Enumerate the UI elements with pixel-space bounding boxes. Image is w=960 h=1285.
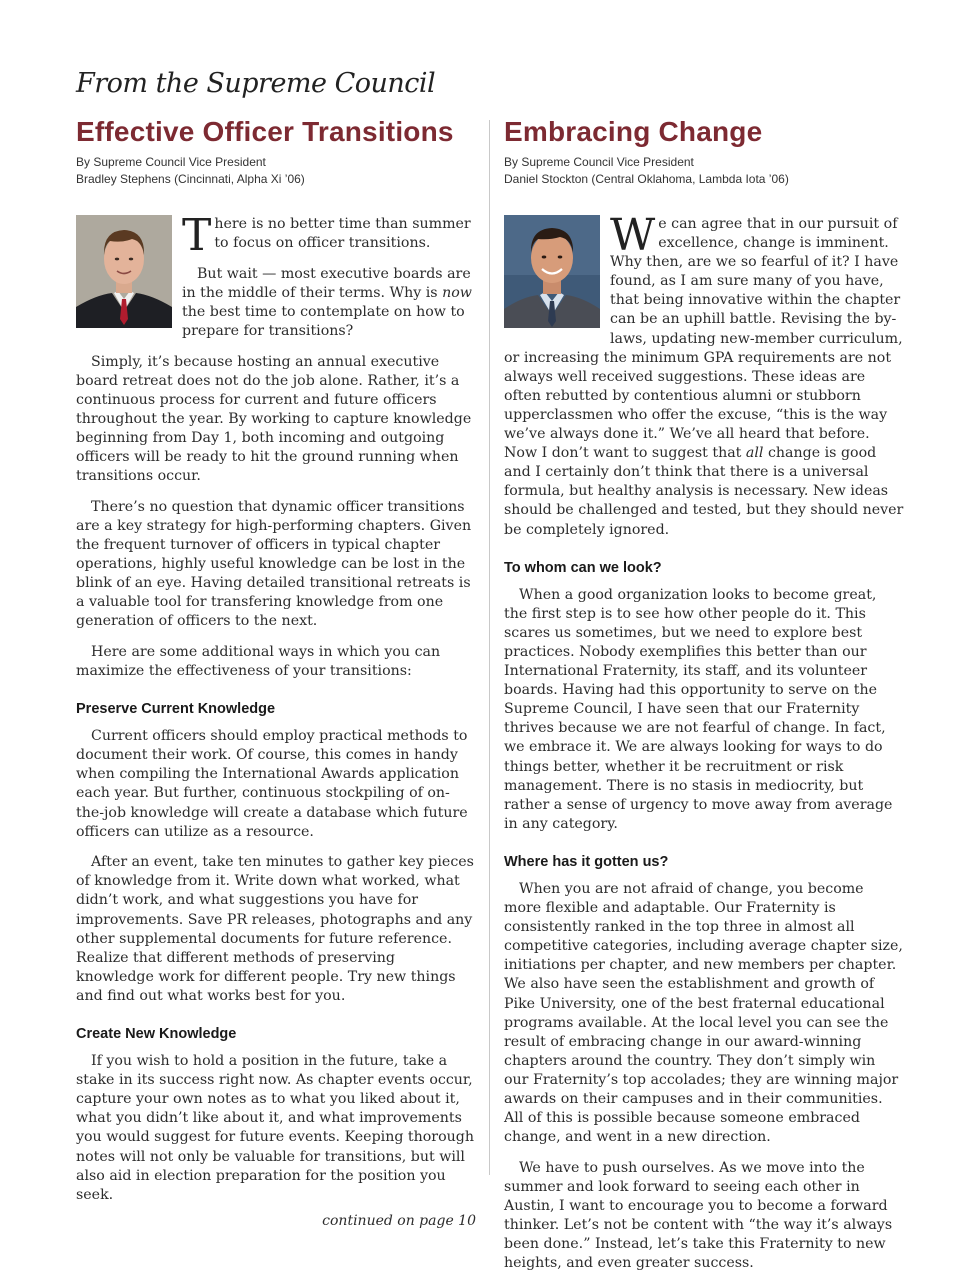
right-byline [504,154,904,188]
left-paragraph-8: If you wish to hold a position in the future, take a stake in its success right now. As chapter events occur, capture your own notes as to what you liked about it, what you didn’t like about it, and what improvements you would suggest for future events. Keeping thorough notes will not only be valuable for transitions, but will also aid in election preparation for the position you seek. [76,1053,474,1203]
right-byline-role: By Supreme Council Vice President [504,155,694,169]
continued-on-page-link[interactable]: continued on page 10 [322,1213,476,1230]
left-article-body [76,210,476,1231]
right-paragraph-2: When a good organization looks to become great, the first step is to see how other people do it. This scares us sometimes, but we need to explore best practices. Nobody exemplifies this better than our International Fraternity, its staff, and its volunteer boards. Having had this opportunity to serve on the Supreme Council, I have seen that our Fraternity thrives because we are not fearful of change. In fact, we embrace it. We are always looking for ways to do things better, whether it be recruitment or risk management. There is no stasis in mediocrity, but rather a sense of urgency to move away from average in any category. [504,586,893,832]
left-paragraph-4: There’s no question that dynamic officer transitions are a key strategy for high-performing chapters. Given the frequent turnover of officers in typical chapter operations, highly useful knowledge can be lost in the blink of an eye. Having detailed transitional retreats is a valuable tool for transfering knowledge from one generation of officers to the next. [76,498,472,630]
author-photo-bradley [76,215,172,328]
left-paragraph-2: But wait — most executive boards are in the middle of their terms. Why is now the best time to contemplate on how to prepare for transitions? [182,265,472,339]
heading-create-knowledge: Create New Knowledge [76,1025,237,1042]
left-byline-role: By Supreme Council Vice President [76,155,266,169]
section-kicker: From the Supreme Council [76,68,436,99]
left-paragraph-5: Here are some additional ways in which you can maximize the effectiveness of your transitions: [76,643,441,679]
left-byline [76,154,476,188]
left-paragraph-7: After an event, take ten minutes to gather key pieces of knowledge from it. Write down what worked, what didn’t work, and what suggestions you have for improvements. Save PR releases, photographs and any other supplemental documents for future reference. Realize that different methods of preserving knowledge work for different people. Try new things and find out what works best for you. [76,854,474,1004]
left-paragraph-1: here is no better time than summer to focus on officer transitions. [214,216,471,252]
heading-to-whom: To whom can we look? [504,559,662,576]
right-paragraph-1-a: e can agree that in our pursuit of excellence, change is imminent. Why then, are we so fearful of it? I have found, as I am sure many of you have, that being innovative within the chapter can be an uphill battle. Revising the by-laws, updating new-member curriculum, or increasing the minimum GPA requirements are not always well received suggestions. These ideas are often rebutted by contentious alumni or stubborn upperclassmen who offer the excuse, “this is the way we’ve always done it.” We’ve all heard that before. Now I don’t want to suggest that [504,216,903,462]
left-byline-name: Bradley Stephens (Cincinnati, Alpha Xi ’06) [76,172,305,186]
right-paragraph-4: We have to push ourselves. As we move into the summer and look forward to seeing each other in Austin, I want to encourage you to become a forward thinker. Let’s not be content with “the way it’s always been done.” Instead, let’s take this Fraternity to new heights, and even greater success. [504,1159,893,1272]
heading-preserve-knowledge: Preserve Current Knowledge [76,701,276,718]
left-article [76,114,476,1231]
heading-where-gotten: Where has it gotten us? [504,853,669,870]
right-article-title: Embracing Change [504,116,763,147]
right-paragraph-1-b: change is good and I certainly don’t think that there is a universal formula, but healthy analysis is necessary. New ideas should be challenged and tested, but they should never be completely ignored. [504,445,904,538]
left-article-title: Effective Officer Transitions [76,116,454,147]
left-paragraph-3: Simply, it’s because hosting an annual executive board retreat does not do the job alone. Rather, it’s a continuous process for current and future officers throughout the year. By working to capture knowledge beginning from Day 1, both incoming and outgoing officers will be ready to hit the ground running when transitions occur. [76,353,472,485]
column-divider [489,120,490,1175]
right-dropcap: W [610,210,656,261]
right-paragraph-3: When you are not afraid of change, you become more flexible and adaptable. Our Fraternity is consistently ranked in the top three in almost all competitive categories, including average chapter size, initiations per chapter, and new members per chapter. We also have seen the establishment and growth of Pike University, one of the best fraternal educational programs available. At the local level you can see the result of embracing change in our award-winning chapters around the country. They don’t simply win our Fraternity’s top accolades; they are winning major awards on their campuses and in their communities. All of this is possible because someone embraced change, and went in a new direction. [504,881,903,1146]
right-article [504,114,904,1285]
right-paragraph-1-emphasis: all [745,445,764,462]
left-dropcap: T [182,210,212,261]
author-photo-daniel [504,215,600,328]
left-paragraph-6: Current officers should employ practical methods to document their work. Of course, this comes in handy when compiling the International Awards application each year. But further, continuous stockpiling of on-the-job knowledge will create a database which future officers can utilize as a resource. [76,728,468,840]
right-byline-name: Daniel Stockton (Central Oklahoma, Lambda Iota ’06) [504,172,789,186]
right-article-body [504,210,904,1273]
